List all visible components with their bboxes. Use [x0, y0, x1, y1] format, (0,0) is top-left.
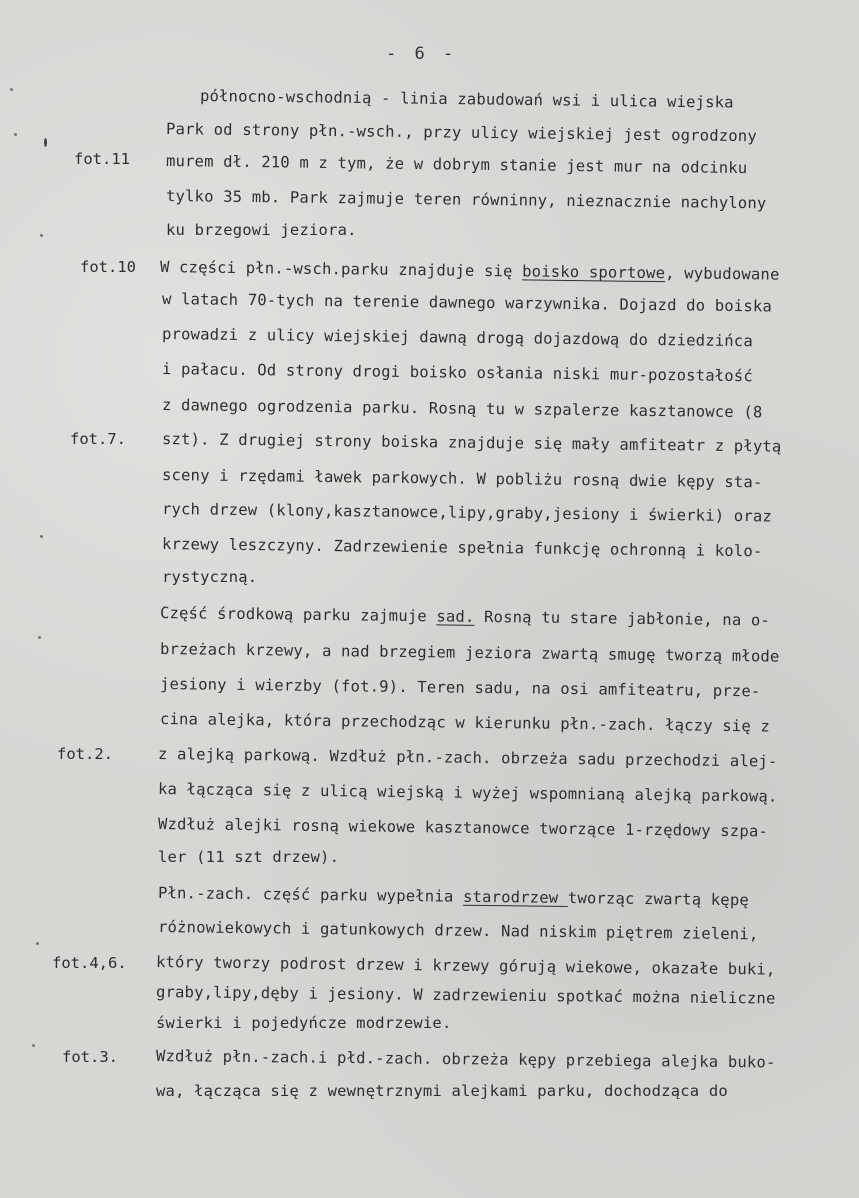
text-line: cina alejka, która przechodząc w kierunku płn.-zach. łączy się z [159, 710, 771, 736]
text-line: ku brzegowi jeziora. [166, 221, 357, 239]
text-line: sceny i rzędami ławek parkowych. W pobliżu rosną dwie kępy sta- [161, 466, 763, 492]
text-segment: , wybudowane [665, 264, 780, 284]
text-line: rych drzew (klony,kasztanowce,lipy,graby,jesiony i świerki) oraz [161, 500, 773, 526]
text-line [158, 884, 749, 909]
text-line: ka łącząca się z ulicą wiejską i wyżej wspomnianą alejką parkową. [157, 780, 778, 806]
text-line: murem dł. 210 m z tym, że w dobrym stanie jest mur na odcinku [165, 152, 748, 178]
text-line: północno-wschodnią - linia zabudowań wsi i ulica wiejska [199, 87, 734, 112]
margin-note: fot.7. [70, 430, 126, 448]
text-line: tylko 35 mb. Park zajmuje teren równinny, nieznacznie nachylony [165, 187, 767, 213]
text-line: prowadzi z ulicy wiejskiej dawną drogą dojazdową do dziedzińca [161, 325, 754, 351]
margin-note: fot.2. [57, 745, 113, 763]
margin-note: fot.3. [62, 1048, 118, 1066]
text-line: brzeżach krzewy, a nad brzegiem jeziora zwartą smugę tworzą młode [159, 640, 780, 666]
text-line: z dawnego ogrodzenia parku. Rosną tu w szpalerze kasztanowce (8 [161, 396, 763, 422]
text-line: różnowiekowych i gatunkowych drzew. Nad niskim piętrem zieleni, [157, 918, 759, 944]
text-line: szt). Z drugiej strony boiska znajduje się mały amfiteatr z płytą [161, 430, 782, 456]
scan-speck [40, 234, 43, 237]
text-segment: tworząc zwartą kępę [567, 889, 750, 910]
page-number: - 6 - [386, 44, 458, 64]
text-line: krzewy leszczyny. Zadrzewienie spełnia funkcję ochronną i kolo- [161, 535, 763, 561]
underlined-term: starodrzew [462, 887, 568, 908]
underlined-term: boisko sportowe [522, 262, 666, 283]
text-line: w latach 70-tych na terenie dawnego warzywnika. Dojazd do boiska [161, 290, 773, 316]
text-segment: W części płn.-wsch.parku znajduje się [159, 258, 523, 281]
text-line: ler (11 szt drzew). [158, 848, 340, 866]
text-line: który tworzy podrost drzew i krzewy górują wiekowe, okazałe buki, [155, 953, 776, 979]
text-line: Wzdłuż płn.-zach.i płd.-zach. obrzeża kępy przebiega alejka buko- [155, 1047, 776, 1072]
text-line [160, 604, 770, 629]
scan-speck [14, 133, 17, 136]
scan-speck [36, 942, 39, 945]
text-line: wa, łącząca się z wewnętrznymi alejkami parku, dochodząca do [156, 1082, 728, 1100]
text-line: z alejką parkową. Wzdłuż płn.-zach. obrzeża sadu przechodzi alej- [157, 745, 778, 771]
underlined-term: sad. [436, 607, 475, 626]
text-segment: Rosną tu stare jabłonie, na o- [474, 607, 771, 630]
text-line: Wzdłuż alejki rosną wiekowe kasztanowce tworzące 1-rzędowy szpa- [157, 815, 769, 841]
margin-note: fot.10 [80, 258, 136, 276]
scan-speck [40, 535, 43, 538]
text-line: świerki i pojedyńcze modrzewie. [156, 1014, 452, 1032]
scan-speck [32, 1044, 35, 1047]
margin-note: fot.11 [74, 150, 130, 168]
text-segment: Część środkową parku zajmuje [159, 604, 437, 626]
text-line: rystyczną. [162, 568, 258, 586]
margin-note: fot.4,6. [52, 954, 127, 972]
scan-speck [10, 88, 13, 91]
scan-speck [44, 138, 47, 147]
text-line: Park od strony płn.-wsch., przy ulicy wiejskiej jest ogrodzony [165, 120, 758, 146]
text-line [160, 258, 780, 284]
text-line: jesiony i wierzby (fot.9). Teren sadu, na osi amfiteatru, prze- [159, 675, 761, 701]
text-line: graby,lipy,dęby i jesiony. W zadrzewieniu spotkać można nieliczne [155, 983, 776, 1008]
text-segment: Płn.-zach. część parku wypełnia [157, 884, 464, 906]
text-line: i pałacu. Od strony drogi boisko osłania niski mur-pozostałość [161, 360, 754, 386]
scan-speck [38, 636, 41, 639]
